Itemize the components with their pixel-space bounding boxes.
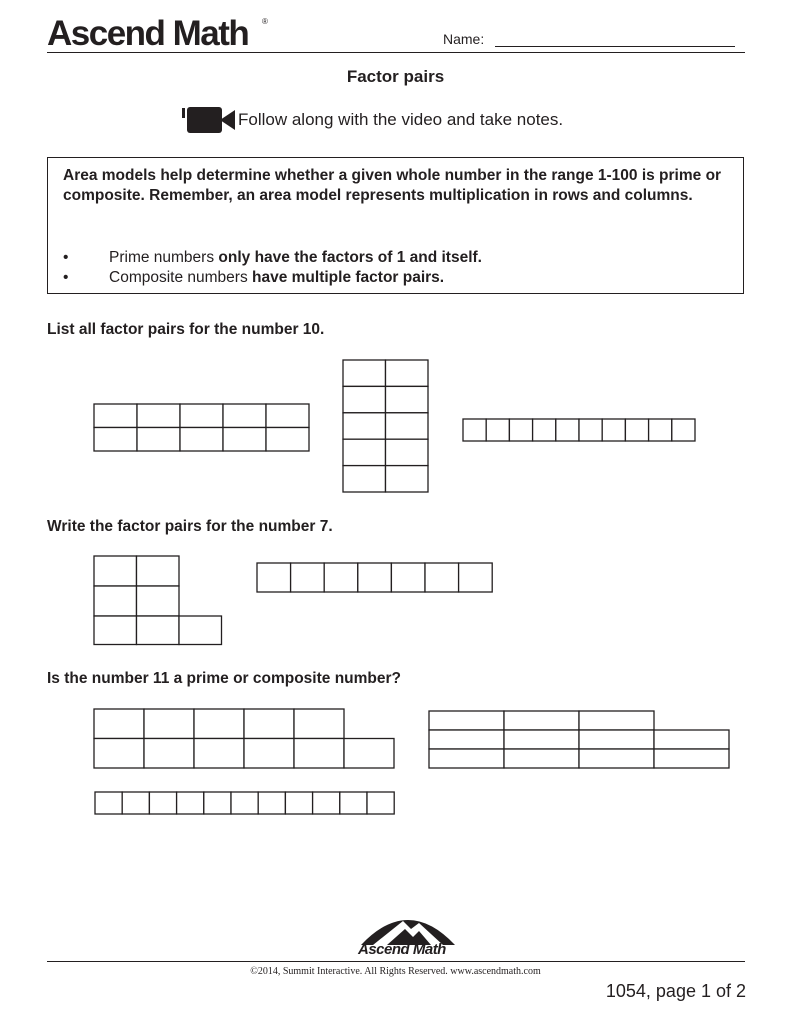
grid-cell-11-partial bbox=[194, 739, 244, 769]
grid-cell-11-11x1 bbox=[367, 792, 394, 814]
question-3: Is the number 11 a prime or composite number? bbox=[47, 670, 402, 687]
grid-cell-11-partial bbox=[144, 709, 194, 739]
footer-rule bbox=[47, 961, 745, 962]
grid-cell-10-2x5 bbox=[343, 439, 386, 465]
grid-cell-10-10x1 bbox=[463, 419, 486, 441]
grid-cell-10-10x1 bbox=[509, 419, 532, 441]
grid-cell-11-partial bbox=[429, 711, 504, 730]
grid-cell-10-5x2 bbox=[137, 404, 180, 428]
grid-cell-11-partial bbox=[504, 749, 579, 768]
grid-cell-11-partial bbox=[579, 749, 654, 768]
grid-cell-7-partial bbox=[94, 616, 137, 645]
grid-cell-7-7x1 bbox=[425, 563, 459, 592]
grid-cell-10-5x2 bbox=[223, 428, 266, 452]
brand-logo: Ascend Math bbox=[47, 14, 249, 53]
grid-cell-11-partial bbox=[94, 739, 144, 769]
grid-cell-10-5x2 bbox=[266, 428, 309, 452]
grid-cell-11-11x1 bbox=[258, 792, 285, 814]
grid-cell-11-partial bbox=[244, 709, 294, 739]
bullet-plain-text: Prime numbers bbox=[109, 249, 219, 266]
grid-cell-7-7x1 bbox=[324, 563, 358, 592]
page-number: 1054, page 1 of 2 bbox=[605, 981, 746, 1001]
grid-cell-10-10x1 bbox=[556, 419, 579, 441]
grid-cell-7-7x1 bbox=[391, 563, 425, 592]
grid-cell-7-7x1 bbox=[459, 563, 493, 592]
grid-cell-7-partial bbox=[94, 586, 137, 616]
grid-cell-10-10x1 bbox=[649, 419, 672, 441]
grid-cell-11-partial bbox=[244, 739, 294, 769]
bullet-bold-text: only have the factors of 1 and itself. bbox=[218, 249, 482, 266]
info-paragraph: Area models help determine whether a given whole number in the range 1-100 is prime or composite. Remember, an area model represents multiplication in rows and columns. bbox=[63, 167, 722, 204]
footer-logo-text: Ascend Math bbox=[358, 941, 446, 958]
grid-cell-7-partial bbox=[179, 616, 222, 645]
registered-mark: ® bbox=[262, 17, 268, 26]
grid-cell-10-2x5 bbox=[386, 466, 429, 492]
grid-cell-10-10x1 bbox=[625, 419, 648, 441]
grid-cell-7-partial bbox=[137, 616, 180, 645]
grid-cell-7-partial bbox=[94, 556, 137, 586]
grid-cell-10-5x2 bbox=[223, 404, 266, 428]
grid-cell-11-partial bbox=[429, 749, 504, 768]
grid-cell-11-partial bbox=[504, 730, 579, 749]
grid-cell-10-10x1 bbox=[486, 419, 509, 441]
grid-cell-11-partial bbox=[654, 730, 729, 749]
grid-cell-7-partial bbox=[137, 586, 180, 616]
grid-cell-11-partial bbox=[294, 709, 344, 739]
grid-cell-10-10x1 bbox=[672, 419, 695, 441]
grid-cell-11-partial bbox=[429, 730, 504, 749]
grid-cell-10-2x5 bbox=[343, 466, 386, 492]
grid-cell-10-10x1 bbox=[602, 419, 625, 441]
bullet-marker: • bbox=[63, 269, 69, 286]
grid-cell-11-partial bbox=[194, 709, 244, 739]
grid-cell-11-11x1 bbox=[313, 792, 340, 814]
grid-cell-10-10x1 bbox=[579, 419, 602, 441]
grid-cell-10-5x2 bbox=[266, 404, 309, 428]
grid-cell-7-7x1 bbox=[257, 563, 291, 592]
grid-cell-10-2x5 bbox=[386, 413, 429, 439]
grid-cell-10-2x5 bbox=[343, 386, 386, 412]
copyright-text: ©2014, Summit Interactive. All Rights Reserved. www.ascendmath.com bbox=[250, 966, 541, 977]
grid-cell-11-11x1 bbox=[95, 792, 122, 814]
grid-cell-11-partial bbox=[579, 730, 654, 749]
grid-cell-11-partial bbox=[504, 711, 579, 730]
grid-cell-11-11x1 bbox=[285, 792, 312, 814]
grid-cell-10-10x1 bbox=[533, 419, 556, 441]
grid-cell-10-2x5 bbox=[343, 360, 386, 386]
grid-cell-10-2x5 bbox=[343, 413, 386, 439]
grid-cell-10-5x2 bbox=[94, 404, 137, 428]
grid-cell-10-2x5 bbox=[386, 439, 429, 465]
question-2: Write the factor pairs for the number 7. bbox=[47, 518, 333, 535]
grid-cell-10-5x2 bbox=[137, 428, 180, 452]
grid-cell-11-partial bbox=[654, 749, 729, 768]
grid-cell-11-11x1 bbox=[204, 792, 231, 814]
grid-cell-10-5x2 bbox=[94, 428, 137, 452]
grid-cell-11-partial bbox=[294, 739, 344, 769]
grid-cell-7-7x1 bbox=[291, 563, 325, 592]
bullet-plain-text: Composite numbers bbox=[109, 269, 253, 286]
grid-cell-7-partial bbox=[137, 556, 180, 586]
grid-cell-10-5x2 bbox=[180, 404, 223, 428]
grid-cell-11-partial bbox=[94, 709, 144, 739]
grid-cell-11-partial bbox=[144, 739, 194, 769]
grid-cell-10-2x5 bbox=[386, 386, 429, 412]
bullet-bold-text: have multiple factor pairs. bbox=[252, 269, 445, 286]
grid-cell-11-11x1 bbox=[177, 792, 204, 814]
grid-cell-11-11x1 bbox=[122, 792, 149, 814]
grid-cell-10-5x2 bbox=[180, 428, 223, 452]
grid-cell-7-7x1 bbox=[358, 563, 392, 592]
grid-cell-11-partial bbox=[344, 739, 394, 769]
grid-cell-11-11x1 bbox=[340, 792, 367, 814]
bullet-marker: • bbox=[63, 249, 69, 266]
name-label: Name: bbox=[443, 31, 485, 47]
question-1: List all factor pairs for the number 10. bbox=[47, 321, 325, 338]
video-instruction: Follow along with the video and take notes. bbox=[238, 110, 564, 129]
page-title: Factor pairs bbox=[346, 67, 445, 86]
grid-cell-11-partial bbox=[579, 711, 654, 730]
grid-cell-11-11x1 bbox=[231, 792, 258, 814]
grid-cell-11-11x1 bbox=[149, 792, 176, 814]
grid-cell-10-2x5 bbox=[386, 360, 429, 386]
